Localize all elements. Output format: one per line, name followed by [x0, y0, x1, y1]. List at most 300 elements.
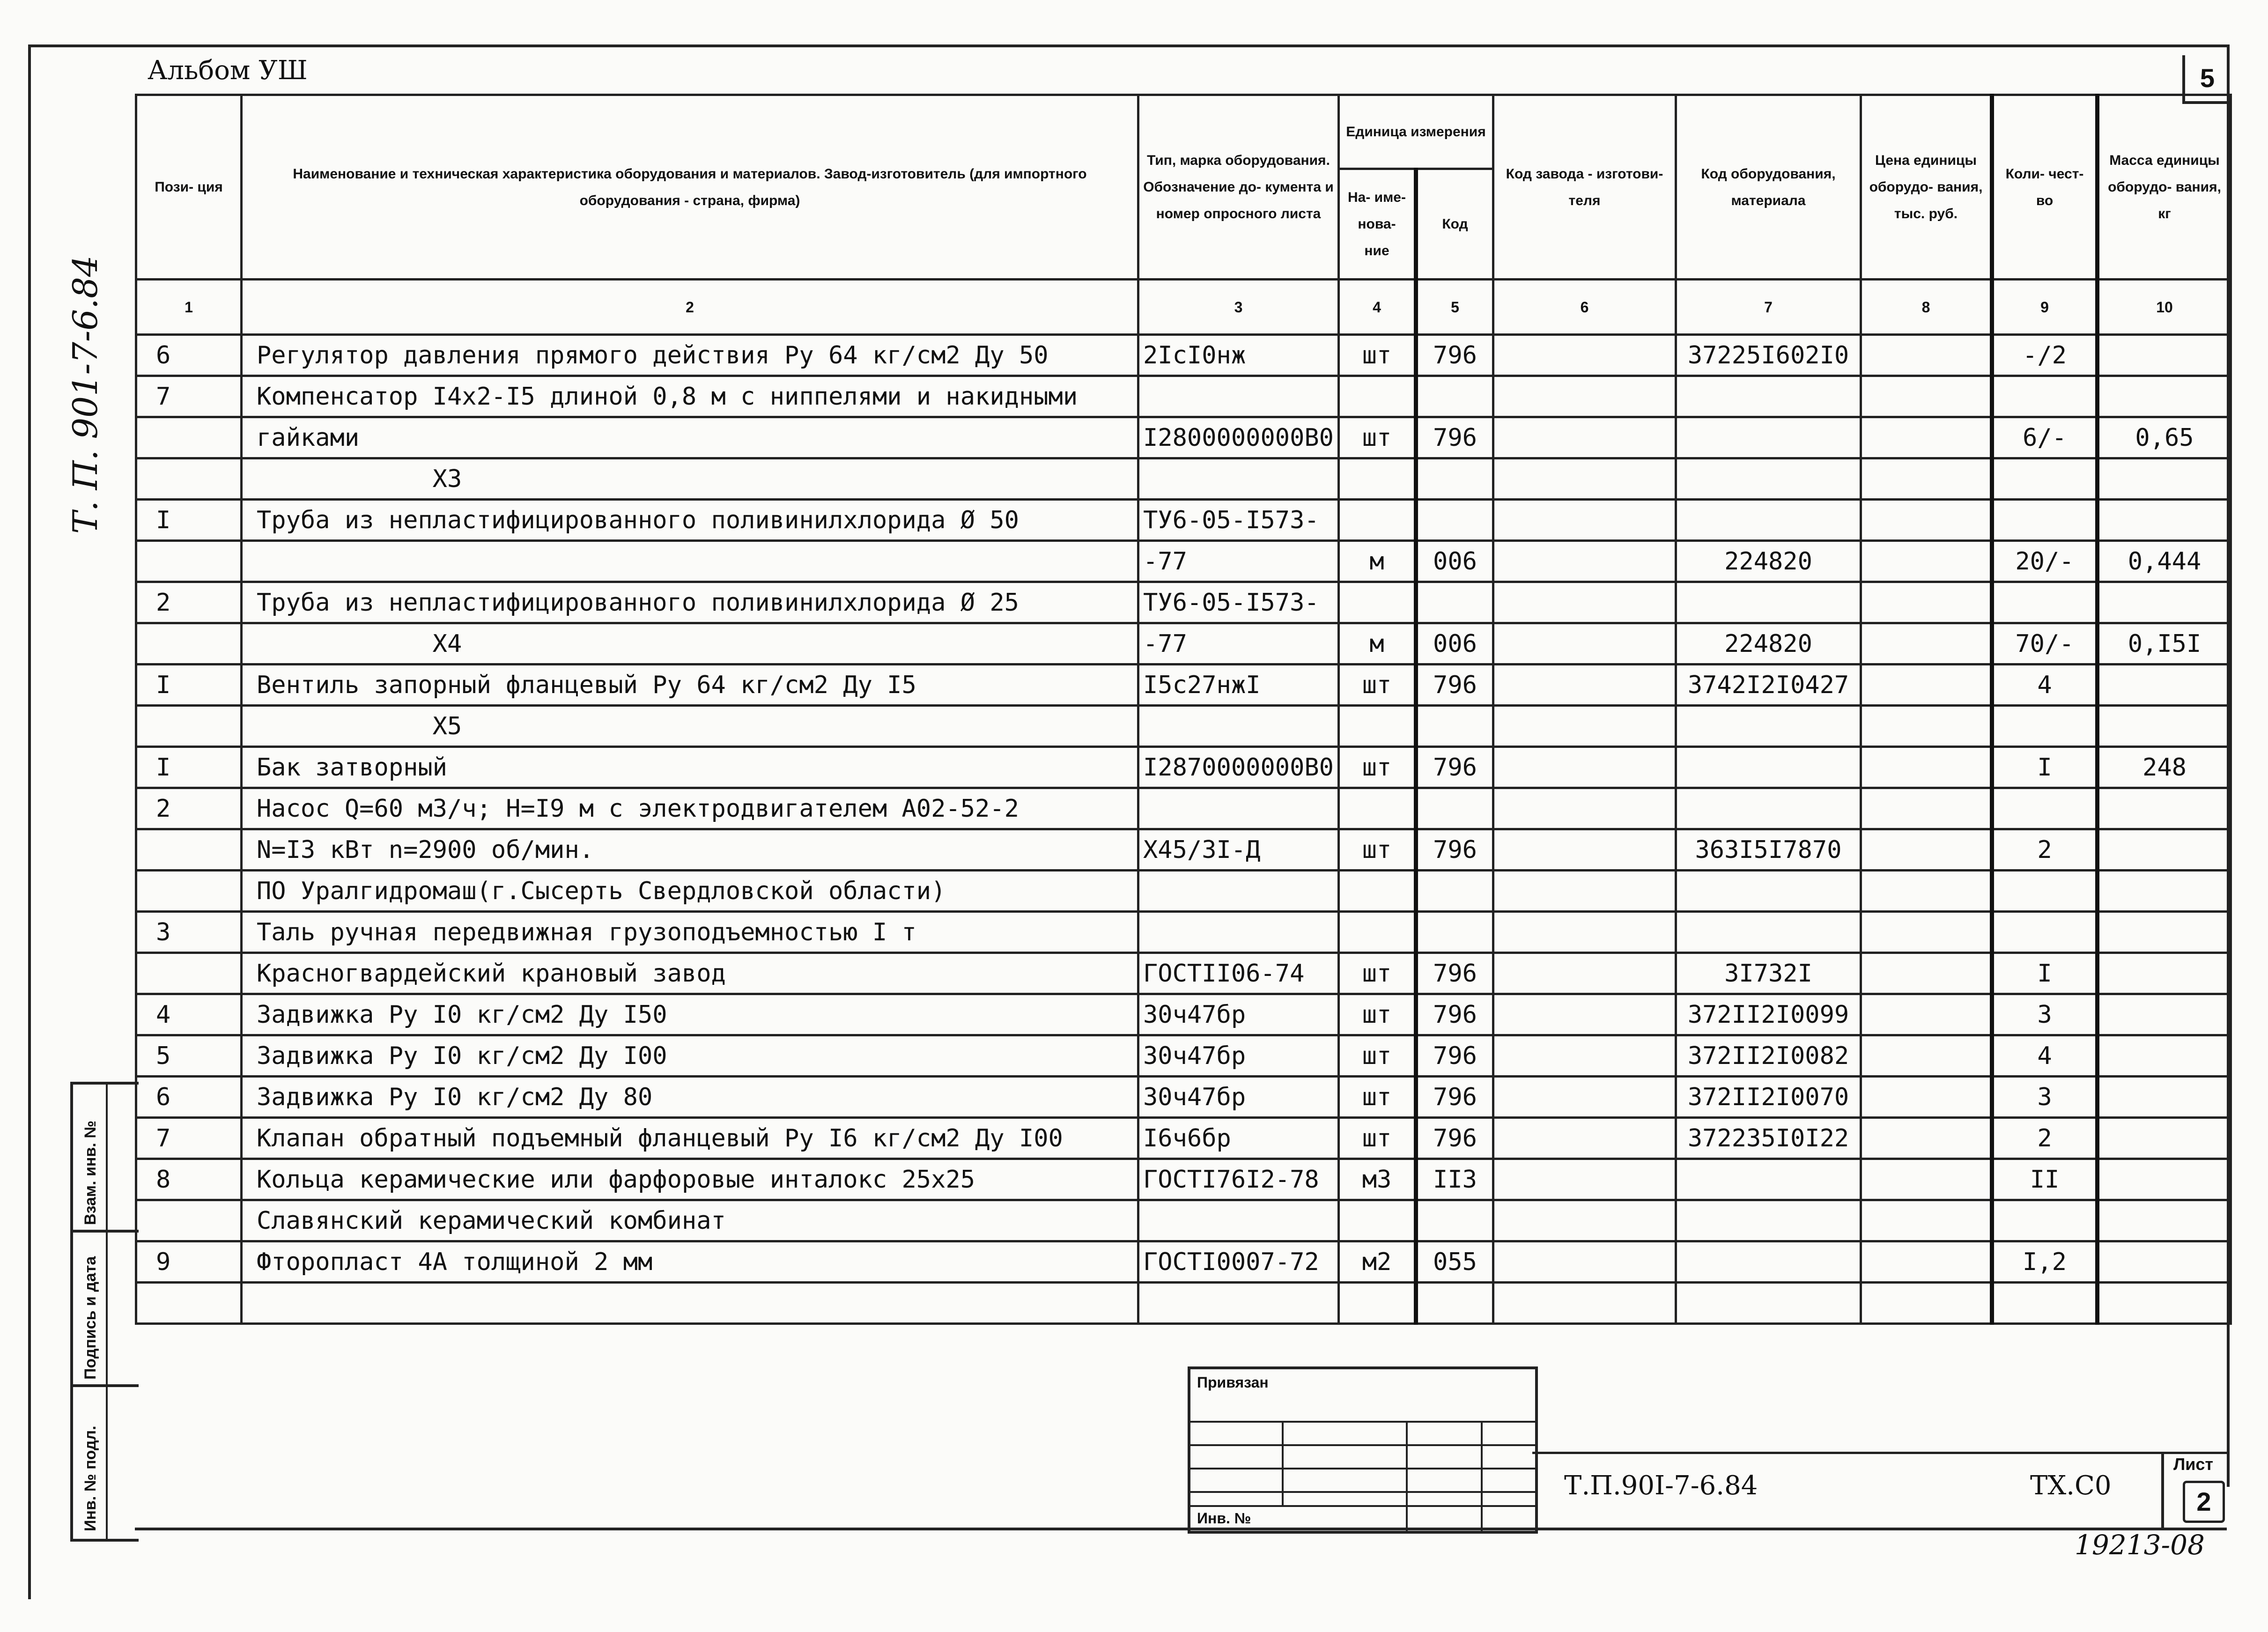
- cell-equip-code: 372235I0I22: [1676, 1118, 1861, 1159]
- cell-name: Фторопласт 4А толщиной 2 мм: [242, 1241, 1138, 1283]
- cell-pos: [136, 541, 242, 582]
- cell-mass: [2098, 458, 2231, 500]
- cell-unit-code: 055: [1416, 1241, 1493, 1283]
- cell-qty: 3: [1992, 994, 2098, 1035]
- cell-qty: [1992, 1200, 2098, 1241]
- cell-type: ГОСТII06-74: [1138, 953, 1339, 994]
- stamp-sign-date: [73, 1230, 139, 1387]
- cell-unit: [1339, 871, 1416, 912]
- cell-pos: 7: [136, 1118, 242, 1159]
- cell-equip-code: [1676, 1283, 1861, 1324]
- cell-name: Труба из непластифицированного поливинилхлорида Ø 50: [242, 500, 1138, 541]
- cell-name: [242, 541, 1138, 582]
- cell-mass: [2098, 1035, 2231, 1077]
- cell-qty: [1992, 788, 2098, 829]
- cell-price: [1861, 994, 1992, 1035]
- cell-type: I2870000000В0: [1138, 747, 1339, 788]
- cell-equip-code: [1676, 871, 1861, 912]
- col-number: 2: [242, 280, 1138, 335]
- cell-mass: [2098, 376, 2231, 417]
- cell-mass: 0,I5I: [2098, 623, 2231, 665]
- cell-pos: I: [136, 500, 242, 541]
- cell-name: Бак затворный: [242, 747, 1138, 788]
- sheet-number: 2: [2183, 1481, 2225, 1523]
- cell-type: -77: [1138, 623, 1339, 665]
- table-row: [136, 1077, 2231, 1118]
- cell-name: [242, 1283, 1138, 1324]
- cell-unit: [1339, 582, 1416, 623]
- cell-type: [1138, 1283, 1339, 1324]
- cell-unit: [1339, 376, 1416, 417]
- cell-price: [1861, 417, 1992, 458]
- cell-mass: [2098, 953, 2231, 994]
- col-number: 5: [1416, 280, 1493, 335]
- col-number: 6: [1493, 280, 1676, 335]
- cell-unit-code: [1416, 582, 1493, 623]
- stamp-inv-original: [73, 1384, 139, 1536]
- cell-unit-code: 796: [1416, 1077, 1493, 1118]
- cell-pos: 6: [136, 1077, 242, 1118]
- cell-factory-code: [1493, 1077, 1676, 1118]
- col-header-equip-code: Код оборудования, материала: [1676, 95, 1861, 280]
- col-number: 3: [1138, 280, 1339, 335]
- cell-qty: -/2: [1992, 335, 2098, 376]
- stamp-inv-replace-label: Взам. инв. №: [81, 1120, 99, 1225]
- table-row: [136, 1035, 2231, 1077]
- cell-price: [1861, 912, 1992, 953]
- table-row: [136, 541, 2231, 582]
- cell-factory-code: [1493, 1035, 1676, 1077]
- cell-price: [1861, 1159, 1992, 1200]
- cell-pos: 7: [136, 376, 242, 417]
- cell-mass: 0,444: [2098, 541, 2231, 582]
- cell-price: [1861, 1118, 1992, 1159]
- cell-type: [1138, 788, 1339, 829]
- col-header-qty: Коли- чест- во: [1992, 95, 2098, 280]
- sheet-box: [2161, 1452, 2230, 1528]
- cell-equip-code: 224820: [1676, 541, 1861, 582]
- cell-unit-code: 796: [1416, 417, 1493, 458]
- cell-equip-code: [1676, 1159, 1861, 1200]
- cell-unit-code: [1416, 500, 1493, 541]
- cell-unit-code: [1416, 788, 1493, 829]
- cell-unit: шт: [1339, 829, 1416, 871]
- cell-qty: 20/-: [1992, 541, 2098, 582]
- cell-price: [1861, 1077, 1992, 1118]
- cell-mass: [2098, 829, 2231, 871]
- cell-unit: шт: [1339, 665, 1416, 706]
- cell-pos: [136, 953, 242, 994]
- cell-factory-code: [1493, 1283, 1676, 1324]
- cell-pos: 8: [136, 1159, 242, 1200]
- cell-equip-code: 372II2I0070: [1676, 1077, 1861, 1118]
- col-header-unit-code: Код: [1416, 169, 1493, 280]
- cell-type: I6ч6бр: [1138, 1118, 1339, 1159]
- side-stamp-strip: [70, 1082, 139, 1542]
- col-header-name: Наименование и техническая характеристика оборудования и материалов. Завод-изготовитель (для импортного оборудования - страна, фирма): [242, 95, 1138, 280]
- cell-name: Кольца керамические или фарфоровые инталокс 25х25: [242, 1159, 1138, 1200]
- specification-table: [135, 94, 2232, 1325]
- cell-mass: [2098, 1159, 2231, 1200]
- cell-unit: [1339, 1200, 1416, 1241]
- cell-mass: [2098, 871, 2231, 912]
- cell-factory-code: [1493, 953, 1676, 994]
- table-row: [136, 912, 2231, 953]
- album-label: Альбом УШ: [148, 55, 308, 86]
- table-row: [136, 747, 2231, 788]
- cell-mass: 248: [2098, 747, 2231, 788]
- cell-price: [1861, 458, 1992, 500]
- binding-stamp: [1188, 1366, 1538, 1534]
- stamp-inv-replace: [73, 1085, 139, 1233]
- cell-factory-code: [1493, 1241, 1676, 1283]
- cell-pos: [136, 871, 242, 912]
- cell-name: Регулятор давления прямого действия Ру 64 кг/см2 Ду 50: [242, 335, 1138, 376]
- cell-price: [1861, 1241, 1992, 1283]
- cell-pos: 9: [136, 1241, 242, 1283]
- cell-mass: [2098, 1283, 2231, 1324]
- cell-factory-code: [1493, 417, 1676, 458]
- cell-equip-code: 363I5I7870: [1676, 829, 1861, 871]
- cell-factory-code: [1493, 500, 1676, 541]
- cell-name: гайками: [242, 417, 1138, 458]
- cell-name: Вентиль запорный фланцевый Ру 64 кг/см2 Ду I5: [242, 665, 1138, 706]
- cell-qty: [1992, 871, 2098, 912]
- cell-type: 2IсI0нж: [1138, 335, 1339, 376]
- cell-factory-code: [1493, 1118, 1676, 1159]
- cell-equip-code: [1676, 706, 1861, 747]
- cell-name: Насос Q=60 м3/ч; Н=I9 м с электродвигателем А02-52-2: [242, 788, 1138, 829]
- cell-factory-code: [1493, 706, 1676, 747]
- table-row: [136, 500, 2231, 541]
- table-row: [136, 376, 2231, 417]
- cell-price: [1861, 623, 1992, 665]
- cell-unit-code: 796: [1416, 747, 1493, 788]
- cell-price: [1861, 376, 1992, 417]
- cell-pos: [136, 623, 242, 665]
- cell-price: [1861, 335, 1992, 376]
- document-mark: ТХ.С0: [2030, 1470, 2112, 1501]
- table-row: [136, 1241, 2231, 1283]
- cell-factory-code: [1493, 376, 1676, 417]
- cell-unit: шт: [1339, 1077, 1416, 1118]
- cell-factory-code: [1493, 458, 1676, 500]
- cell-mass: [2098, 1241, 2231, 1283]
- cell-mass: [2098, 582, 2231, 623]
- table-row: [136, 871, 2231, 912]
- cell-unit: [1339, 1283, 1416, 1324]
- cell-qty: [1992, 912, 2098, 953]
- cell-unit-code: 796: [1416, 953, 1493, 994]
- cell-factory-code: [1493, 582, 1676, 623]
- cell-unit: м3: [1339, 1159, 1416, 1200]
- cell-factory-code: [1493, 1200, 1676, 1241]
- cell-qty: II: [1992, 1159, 2098, 1200]
- cell-pos: [136, 458, 242, 500]
- cell-factory-code: [1493, 541, 1676, 582]
- cell-pos: I: [136, 747, 242, 788]
- cell-factory-code: [1493, 829, 1676, 871]
- cell-pos: [136, 417, 242, 458]
- cell-unit: м: [1339, 623, 1416, 665]
- cell-price: [1861, 582, 1992, 623]
- cell-pos: 2: [136, 582, 242, 623]
- side-project-code: Т. П. 901-7-6.84: [66, 255, 105, 534]
- cell-unit-code: [1416, 706, 1493, 747]
- cell-type: -77: [1138, 541, 1339, 582]
- cell-mass: [2098, 1200, 2231, 1241]
- cell-qty: I,2: [1992, 1241, 2098, 1283]
- col-number: 1: [136, 280, 242, 335]
- table-row: [136, 1118, 2231, 1159]
- cell-unit-code: [1416, 871, 1493, 912]
- cell-name: Славянский керамический комбинат: [242, 1200, 1138, 1241]
- cell-unit-code: [1416, 1200, 1493, 1241]
- cell-unit-code: 796: [1416, 1118, 1493, 1159]
- cell-price: [1861, 871, 1992, 912]
- cell-type: ГОСТI76I2-78: [1138, 1159, 1339, 1200]
- cell-type: [1138, 912, 1339, 953]
- cell-price: [1861, 665, 1992, 706]
- cell-price: [1861, 829, 1992, 871]
- cell-type: [1138, 1200, 1339, 1241]
- table-row: [136, 665, 2231, 706]
- cell-qty: [1992, 582, 2098, 623]
- cell-pos: 4: [136, 994, 242, 1035]
- cell-mass: [2098, 665, 2231, 706]
- cell-qty: I: [1992, 747, 2098, 788]
- cell-qty: 2: [1992, 1118, 2098, 1159]
- cell-equip-code: [1676, 458, 1861, 500]
- table-row: [136, 1159, 2231, 1200]
- cell-qty: 4: [1992, 665, 2098, 706]
- cell-equip-code: 224820: [1676, 623, 1861, 665]
- cell-qty: [1992, 376, 2098, 417]
- cell-price: [1861, 1035, 1992, 1077]
- cell-unit: [1339, 500, 1416, 541]
- table-row: [136, 788, 2231, 829]
- col-number: 10: [2098, 280, 2231, 335]
- cell-unit-code: 796: [1416, 829, 1493, 871]
- cell-price: [1861, 953, 1992, 994]
- cell-name: N=I3 кВт n=2900 об/мин.: [242, 829, 1138, 871]
- column-number-row: [136, 280, 2231, 335]
- cell-price: [1861, 1283, 1992, 1324]
- table-row: [136, 335, 2231, 376]
- cell-equip-code: [1676, 1241, 1861, 1283]
- cell-type: [1138, 376, 1339, 417]
- cell-unit: [1339, 458, 1416, 500]
- cell-unit-code: II3: [1416, 1159, 1493, 1200]
- cell-factory-code: [1493, 747, 1676, 788]
- cell-unit-code: 796: [1416, 335, 1493, 376]
- table-row: [136, 458, 2231, 500]
- col-number: 9: [1992, 280, 2098, 335]
- cell-equip-code: 37225I602I0: [1676, 335, 1861, 376]
- table-row: [136, 953, 2231, 994]
- cell-equip-code: 372II2I0099: [1676, 994, 1861, 1035]
- cell-qty: 70/-: [1992, 623, 2098, 665]
- cell-qty: 2: [1992, 829, 2098, 871]
- cell-price: [1861, 500, 1992, 541]
- cell-pos: 5: [136, 1035, 242, 1077]
- cell-qty: 3: [1992, 1077, 2098, 1118]
- cell-equip-code: [1676, 376, 1861, 417]
- cell-mass: [2098, 500, 2231, 541]
- cell-type: ТУ6-05-I573-: [1138, 500, 1339, 541]
- cell-mass: [2098, 706, 2231, 747]
- sheet-number-top: 5: [2182, 55, 2230, 104]
- archive-number: 19213-08: [2075, 1529, 2205, 1561]
- cell-unit: м: [1339, 541, 1416, 582]
- cell-equip-code: [1676, 417, 1861, 458]
- stamp-sign-date-label: Подпись и дата: [81, 1256, 99, 1380]
- cell-name: Х5: [242, 706, 1138, 747]
- cell-unit: шт: [1339, 417, 1416, 458]
- cell-name: ПО Уралгидромаш(г.Сысерть Свердловской области): [242, 871, 1138, 912]
- cell-pos: I: [136, 665, 242, 706]
- cell-equip-code: 3I732I: [1676, 953, 1861, 994]
- cell-factory-code: [1493, 994, 1676, 1035]
- cell-unit-code: [1416, 912, 1493, 953]
- cell-type: [1138, 458, 1339, 500]
- cell-price: [1861, 541, 1992, 582]
- cell-equip-code: [1676, 1200, 1861, 1241]
- cell-pos: [136, 706, 242, 747]
- cell-name: Компенсатор I4х2-I5 длиной 0,8 м с ниппелями и накидными: [242, 376, 1138, 417]
- cell-unit: шт: [1339, 747, 1416, 788]
- cell-name: Задвижка Ру I0 кг/см2 Ду I00: [242, 1035, 1138, 1077]
- cell-type: I5с27нжI: [1138, 665, 1339, 706]
- cell-factory-code: [1493, 623, 1676, 665]
- cell-price: [1861, 706, 1992, 747]
- cell-name: Красногвардейский крановый завод: [242, 953, 1138, 994]
- cell-name: Задвижка Ру I0 кг/см2 Ду 80: [242, 1077, 1138, 1118]
- cell-factory-code: [1493, 912, 1676, 953]
- col-header-mass: Масса единицы оборудо- вания, кг: [2098, 95, 2231, 280]
- col-header-factory-code: Код завода - изготови- теля: [1493, 95, 1676, 280]
- cell-unit: шт: [1339, 1118, 1416, 1159]
- cell-mass: [2098, 994, 2231, 1035]
- cell-qty: 6/-: [1992, 417, 2098, 458]
- stamp-inv-original-label: Инв. № подл.: [81, 1425, 99, 1531]
- cell-pos: 3: [136, 912, 242, 953]
- cell-unit-code: [1416, 376, 1493, 417]
- cell-mass: 0,65: [2098, 417, 2231, 458]
- cell-unit-code: 006: [1416, 541, 1493, 582]
- cell-qty: [1992, 1283, 2098, 1324]
- table-row: [136, 623, 2231, 665]
- cell-unit: шт: [1339, 994, 1416, 1035]
- col-number: 4: [1339, 280, 1416, 335]
- cell-unit: м2: [1339, 1241, 1416, 1283]
- cell-pos: [136, 1200, 242, 1241]
- cell-name: Труба из непластифицированного поливинилхлорида Ø 25: [242, 582, 1138, 623]
- cell-name: Клапан обратный подъемный фланцевый Ру I6 кг/см2 Ду I00: [242, 1118, 1138, 1159]
- cell-type: 30ч47бр: [1138, 1077, 1339, 1118]
- cell-factory-code: [1493, 788, 1676, 829]
- cell-pos: [136, 829, 242, 871]
- cell-type: [1138, 871, 1339, 912]
- cell-unit-code: [1416, 458, 1493, 500]
- cell-equip-code: [1676, 747, 1861, 788]
- col-number: 7: [1676, 280, 1861, 335]
- cell-name: Таль ручная передвижная грузоподъемностью I т: [242, 912, 1138, 953]
- cell-unit-code: 006: [1416, 623, 1493, 665]
- col-header-type: Тип, марка оборудования. Обозначение до- кумента и номер опросного листа: [1138, 95, 1339, 280]
- table-row: [136, 829, 2231, 871]
- binding-label: Привязан: [1197, 1374, 1269, 1391]
- col-header-pos: Пози- ция: [136, 95, 242, 280]
- cell-unit-code: 796: [1416, 994, 1493, 1035]
- cell-type: Х45/3I-Д: [1138, 829, 1339, 871]
- cell-type: 30ч47бр: [1138, 1035, 1339, 1077]
- cell-type: ТУ6-05-I573-: [1138, 582, 1339, 623]
- col-number: 8: [1861, 280, 1992, 335]
- table-row: [136, 994, 2231, 1035]
- table-row: [136, 1283, 2231, 1324]
- cell-unit: шт: [1339, 335, 1416, 376]
- cell-unit: шт: [1339, 1035, 1416, 1077]
- cell-unit: [1339, 912, 1416, 953]
- cell-mass: [2098, 1118, 2231, 1159]
- cell-price: [1861, 788, 1992, 829]
- cell-pos: 2: [136, 788, 242, 829]
- col-header-price: Цена единицы оборудо- вания, тыс. руб.: [1861, 95, 1992, 280]
- cell-equip-code: 372II2I0082: [1676, 1035, 1861, 1077]
- cell-mass: [2098, 335, 2231, 376]
- cell-equip-code: [1676, 500, 1861, 541]
- cell-qty: [1992, 458, 2098, 500]
- cell-equip-code: [1676, 788, 1861, 829]
- cell-unit-code: 796: [1416, 665, 1493, 706]
- cell-type: [1138, 706, 1339, 747]
- table-row: [136, 417, 2231, 458]
- cell-pos: [136, 1283, 242, 1324]
- cell-mass: [2098, 912, 2231, 953]
- cell-qty: [1992, 706, 2098, 747]
- table-row: [136, 706, 2231, 747]
- table-row: [136, 582, 2231, 623]
- sheet-label: Лист: [2173, 1455, 2214, 1474]
- cell-mass: [2098, 1077, 2231, 1118]
- cell-factory-code: [1493, 871, 1676, 912]
- cell-qty: 4: [1992, 1035, 2098, 1077]
- cell-factory-code: [1493, 665, 1676, 706]
- cell-equip-code: 3742I2I0427: [1676, 665, 1861, 706]
- cell-name: Х4: [242, 623, 1138, 665]
- cell-unit-code: 796: [1416, 1035, 1493, 1077]
- inv-number-label: Инв. №: [1197, 1510, 1251, 1527]
- cell-unit: [1339, 706, 1416, 747]
- cell-pos: 6: [136, 335, 242, 376]
- cell-type: 30ч47бр: [1138, 994, 1339, 1035]
- cell-qty: I: [1992, 953, 2098, 994]
- document-code: Т.П.90I-7-6.84: [1564, 1470, 1758, 1501]
- cell-name: Х3: [242, 458, 1138, 500]
- cell-price: [1861, 1200, 1992, 1241]
- cell-type: ГОСТI0007-72: [1138, 1241, 1339, 1283]
- cell-qty: [1992, 500, 2098, 541]
- cell-mass: [2098, 788, 2231, 829]
- cell-factory-code: [1493, 335, 1676, 376]
- col-header-unit-group: Единица измерения: [1339, 95, 1493, 169]
- col-header-unit-name: На- име- нова- ние: [1339, 169, 1416, 280]
- cell-type: I2800000000В0: [1138, 417, 1339, 458]
- table-row: [136, 1200, 2231, 1241]
- cell-unit-code: [1416, 1283, 1493, 1324]
- cell-unit: [1339, 788, 1416, 829]
